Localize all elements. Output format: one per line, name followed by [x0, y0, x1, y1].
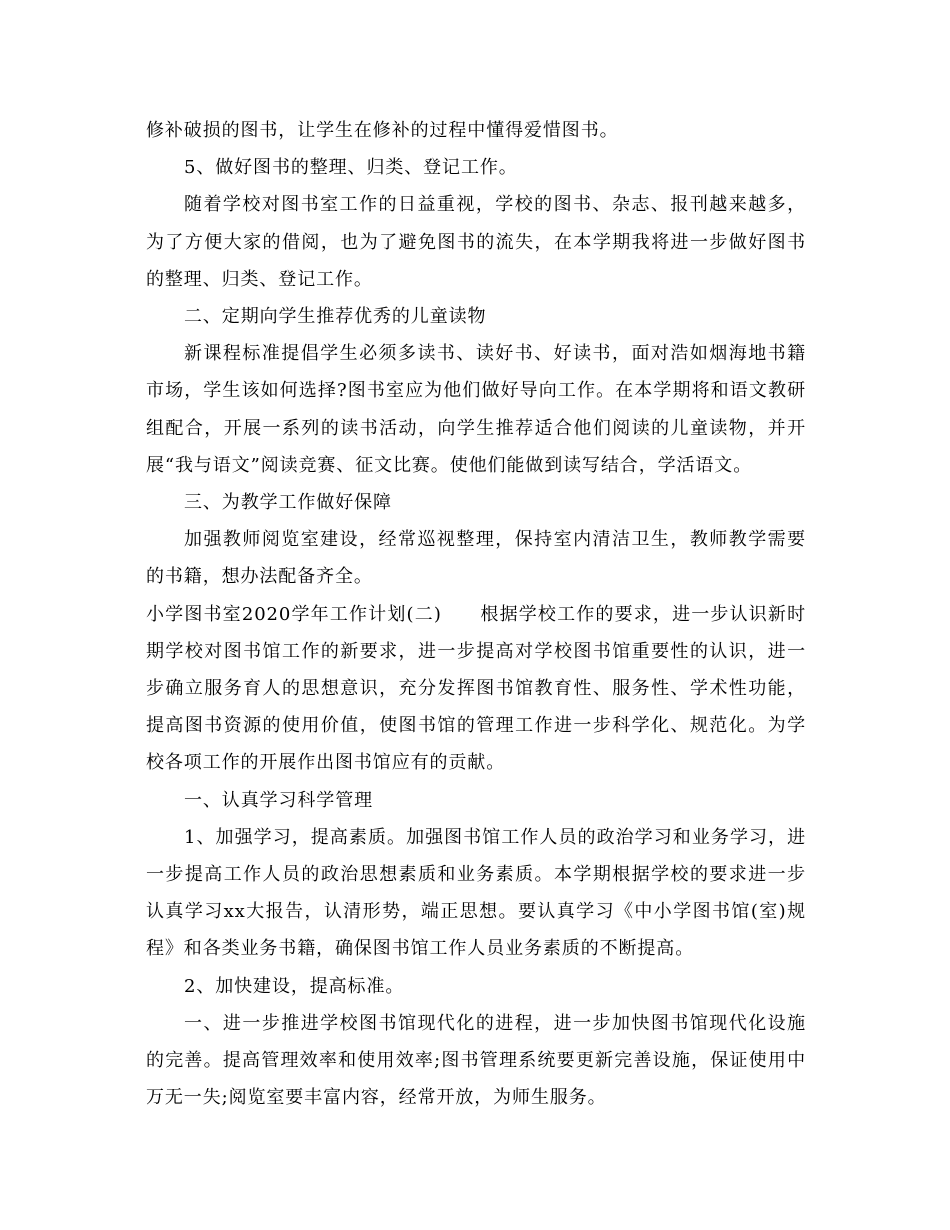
document-body — [146, 112, 806, 1116]
paragraph: 新课程标准提倡学生必须多读书、读好书、好读书，面对浩如烟海地书籍市场，学生该如何选择?图书室应为他们做好导向工作。在本学期将和语文教研组配合，开展一系列的读书活动，向学生推荐适合他们阅读的儿童读物，并开展“我与语文”阅读竞赛、征文比赛。使他们能做到读写结合，学活语文。 — [146, 343, 806, 476]
paragraph: 2、加快建设，提高标准。 — [184, 975, 405, 997]
paragraph: 1、加强学习，提高素质。加强图书馆工作人员的政治学习和业务学习，进一步提高工作人员的政治思想素质和业务素质。本学期根据学校的要求进一步认真学习xx大报告，认清形势，端正思想。要认真学习《中小学图书馆(室)规程》和各类业务书籍，确保图书馆工作人员业务素质的不断提高。 — [146, 826, 806, 960]
section-heading: 三、为教学工作做好保障 — [184, 492, 392, 514]
paragraph: 随着学校对图书室工作的日益重视，学校的图书、杂志、报刊越来越多，为了方便大家的借阅，也为了避免图书的流失，在本学期我将进一步做好图书的整理、归类、登记工作。 — [146, 194, 806, 290]
paragraph: 一、进一步推进学校图书馆现代化的进程，进一步加快图书馆现代化设施的完善。提高管理效率和使用效率;图书管理系统要更新完善设施，保证使用中万无一失;阅览室要丰富内容，经常开放，为师生服务。 — [146, 1012, 806, 1109]
paragraph: 修补破损的图书，让学生在修补的过程中懂得爱惜图书。 — [146, 120, 619, 141]
plan-title-paragraph: 小学图书室2020学年工作计划(二) 根据学校工作的要求，进一步认识新时期学校对图书馆工作的新要求，进一步提高对学校图书馆重要性的认识，进一步确立服务育人的思想意识，充分发挥图书馆教育性、服务性、学术性功能，提高图书资源的使用价值，使图书馆的管理工作进一步科学化、规范化。为学校各项工作的开展作出图书馆应有的贡献。 — [146, 603, 806, 774]
section-heading: 二、定期向学生推荐优秀的儿童读物 — [184, 306, 487, 328]
section-heading: 一、认真学习科学管理 — [184, 789, 373, 811]
paragraph: 加强教师阅览室建设，经常巡视整理，保持室内清洁卫生，教师教学需要的书籍，想办法配备齐全。 — [146, 529, 806, 588]
paragraph: 5、做好图书的整理、归类、登记工作。 — [184, 157, 518, 179]
